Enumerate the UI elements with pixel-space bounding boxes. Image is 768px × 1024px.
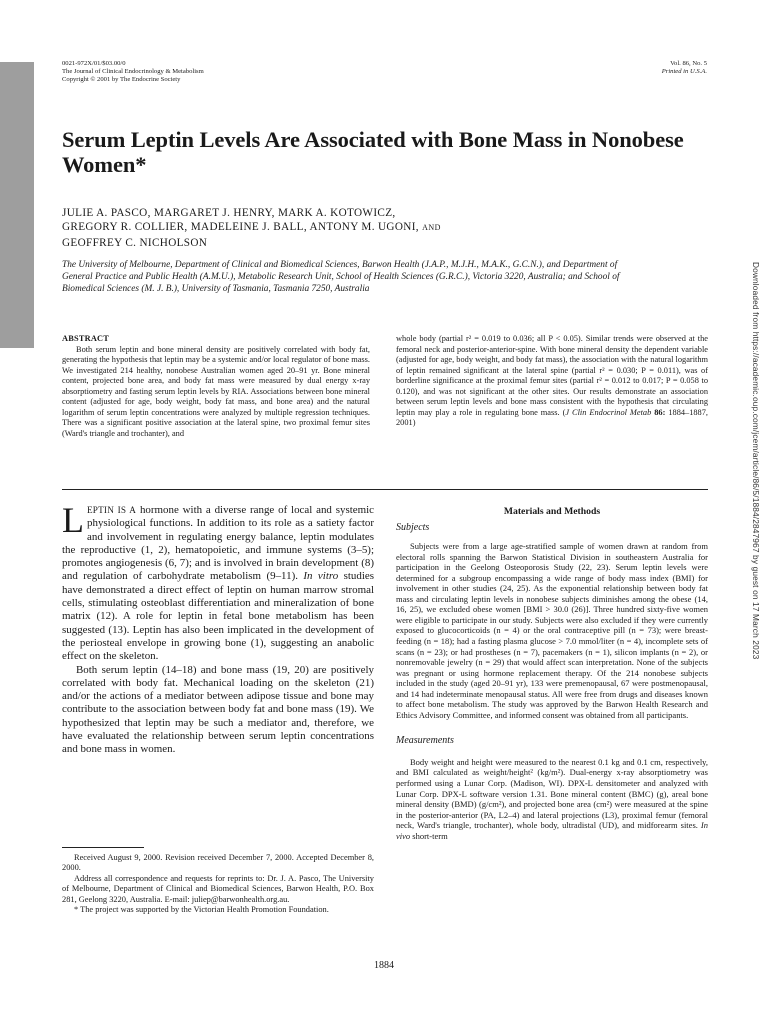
page-number: 1884 [374,960,394,971]
download-watermark: Downloaded from https://academic.oup.com/jcem/article/86/5/1884/2847967 by guest on 17 March 2023 [751,262,761,660]
journal-name: The Journal of Clinical Endocrinology & Metabolism [62,68,204,76]
footnote-address: Address all correspondence and requests for reprints to: Dr. J. A. Pasco, The University of Melbourne, Department of Clinical and Biomedical Sciences, Barwon Health, P.O. Box 281, Geelong 3220, Australia. E-mail: julieр@barwonhealth.org.au. [62,873,374,904]
citation-journal: J Clin Endocrinol Metab [565,407,652,417]
intro-para-1b: studies have demonstrated a direct effect of leptin on human marrow stromal cells, stimulating osteoblast differentiation and mineralization of bone matrix (12). A role for leptin in fetal bone metabolism has been suggested (13). Leptin has also been implicated in the development of the periosteal envelope in growing bone (1), suggesting an anabolic effect on the skeleton. [62,570,374,663]
citation-pages: 1884–1887, 2001) [396,407,708,428]
abstract-label: ABSTRACT [62,334,110,343]
side-bar [0,62,34,348]
authors-line-2: GREGORY R. COLLIER, MADELEINE J. BALL, ANTONY M. UGONI, [62,221,419,234]
copyright: Copyright © 2001 by The Endocrine Society [62,76,181,84]
footnote-received: Received August 9, 2000. Revision received December 7, 2000. Accepted December 8, 2000. [62,853,374,873]
abstract-right: whole body (partial r² = 0.019 to 0.036; all P < 0.05). Similar trends were observed at the femoral neck and posterior-anterior-spine. With bone mineral density the dependent variable (adjusted for age, body weight, and body fat mass), the association with the natural logarithm of leptin remained significant at the lateral spine (partial r² = 0.030; P = 0.011), was of borderline significance at the proximal femur sites (partial r² = 0.012 to 0.017; P = 0.058 to 0.120), and was not significant at the other sites. Our results demonstrate an association between serum leptin levels and bone mass consistent with the hypothesis that circulating leptin may play a role in regulating bone mass. (J Clin Endocrinol Metab 86: 1884–1887, 2001) [396,334,708,428]
author-list [62,206,662,250]
intro-para-2: Both serum leptin (14–18) and bone mass (19, 20) are positively correlated with body fat. Mechanical loading on the skeleton (21) and/or the actions of a mediator between adipose tissue and bone may contribute to the association between body fat and bone mass (19). We hypothesized that leptin may be such a mediator and, therefore, we have evaluated the relationship between serum leptin concentrations and bone mass in women. [62,663,374,756]
in-vivo-term: In vivo [396,820,708,841]
footnote-divider [62,847,144,848]
drop-cap: L [62,500,84,540]
affiliation: The University of Melbourne, Department of Clinical and Biomedical Sciences, Barwon Health (J.A.P., M.J.H., M.A.K., G.C.N.), and Department of General Practice and Public Health (A.M.U.), Metabolic Research Unit, School of Health Sciences (G.R.C.), Victoria 3220, Australia; and School of Biomedical Sciences (M. J. B.), University of Tasmania, Tasmania 7250, Australia [62,260,620,295]
measurements-tail: short-term [412,830,448,841]
introduction [62,500,375,757]
volume-info [662,60,707,76]
citation-volume: 86: [654,407,666,417]
methods-section [396,507,708,841]
measurements-text: Body weight and height were measured to the nearest 0.1 kg and 0.1 cm, respectively, and BMI calculated as weight/height² (kg/m²). Dual-energy x-ray absorptiometry was performed using a Lunar Corp. (Madison, WI). DPX-L densitometer and analyzed with Lunar Corp. DPX-L software version 1.31. Bone mineral content (BMC) (g), areal bone mineral density (BMD) (g/cm²), and projected bone area (cm²) were measured at the spine in the posterior-anterior (PA, L2–4) and lateral projections (L3), proximal femur (femoral neck, Ward's triangle, trochanter), whole body, ultradistal (UD), and midforearm sites. [396,756,708,831]
footnote-support: * The project was supported by the Victorian Health Promotion Foundation. [74,905,329,915]
abstract-text-right: whole body (partial r² = 0.019 to 0.036; all P < 0.05). Similar trends were observed at the femoral neck and posterior-anterior-spine. With bone mineral density the dependent variable (adjusted for age, body weight, and body fat mass), the association with the natural logarithm of leptin remained significant at the lateral spine (partial r² = 0.030; P = 0.011), was of borderline significance at the proximal femur sites (partial r² = 0.012 to 0.017; P = 0.058 to 0.120), and was not significant at the other sites. Our results demonstrate an association between serum leptin levels and bone mass consistent with the hypothesis that circulating leptin may play a role in regulating bone mass. [396,334,708,417]
in-vitro-term: In vitro [303,570,339,583]
intro-para-1a: hormone with a diverse range of local and systemic physiological functions. In addition to its role as a satiety factor and involvement in regulating energy balance, leptin modulates the reproductive (1, 2), hematopoietic, and immune systems (3–5); promotes angiogenesis (6, 7); and is involved in brain development (8) and regulation of carbohydrate metabolism (9–11). [62,504,375,583]
abstract-text-left: Both serum leptin and bone mineral density are positively correlated with body fat, generating the hypothesis that leptin may be a systemic and/or local regulator of bone mass. We investigated 214 healthy, nonobese Australian women aged 20–91 yr. Bone mineral content, projected bone area, and body fat mass were measured by dual energy x-ray absorptiometry and fasting serum leptin levels by RIA. Associations between bone mineral content (adjusted for age, body weight, body fat mass, and bone area) and the natural logarithm of serum leptin concentrations were analyzed by multiple regression techniques. There was a significant positive association at the lateral spine, two proximal femur sites (Ward's triangle and trochanter), and [62,344,370,438]
footnotes [62,853,374,915]
section-divider [62,489,708,490]
journal-header [62,60,204,85]
issn: 0021-972X/01/$03.00/0 [62,60,126,67]
subjects-text: Subjects were from a large age-stratified sample of women drawn at random from electoral rolls spanning the Barwon Statistical Division in southeastern Australia for participation in the Geelong Osteoporosis Study (22, 23). Serum leptin levels were determined for a subgroup encompassing a wide range of body mass index (BMI) for involvement in other studies (24, 25). As the exponential relationship between body fat mass and circulating leptin levels in nonobese subjects diminishes among the obese (14, 16, 25), we excluded obese women [BMI > 30.0 (26)]. Three hundred sixty-five women were eligible to participate in our study. Subjects were also excluded if they were currently exposed to glucocorticoids (n = 4) or the oral contraceptive pill (n = 73); were breast-feeding (n = 18); had a fasting plasma glucose > 7.0 mmol/liter (n = 4), incomplete sets of scans (n = 23); or had prostheses (n = 7), pacemakers (n = 1), silicon implants (n = 2), or nonremovable jewelry (n = 29) that would affect scan interpretation. None of the subjects was pregnant or using hormone replacement therapy. Of the 214 nonobese subjects included in the study (aged 20–91 yr), 133 were premenopausal, 67 were postmenopausal, and 14 had indeterminate menopausal status. All were free from drugs and diseases known to affect bone metabolism. The study was approved by the Barwon Health Research and Ethics Advisory Committee, and informed consent was obtained from all participants. [396,541,708,720]
authors-line-3: GEOFFREY C. NICHOLSON [62,236,208,249]
abstract-left [62,334,370,439]
intro-lead: EPTIN IS A [87,505,137,515]
printed-note: Printed in U.S.A. [661,68,707,76]
paper-title: Serum Leptin Levels Are Associated with Bone Mass in Nonobese Women* [62,127,684,177]
measurements-heading: Measurements [396,735,454,747]
methods-heading: Materials and Methods [503,506,601,517]
authors-line-1: JULIE A. PASCO, MARGARET J. HENRY, MARK A. KOTOWICZ, [62,207,396,219]
authors-and: AND [422,223,441,233]
subjects-heading: Subjects [396,521,430,533]
volume: Vol. 86, No. 5 [670,60,707,67]
